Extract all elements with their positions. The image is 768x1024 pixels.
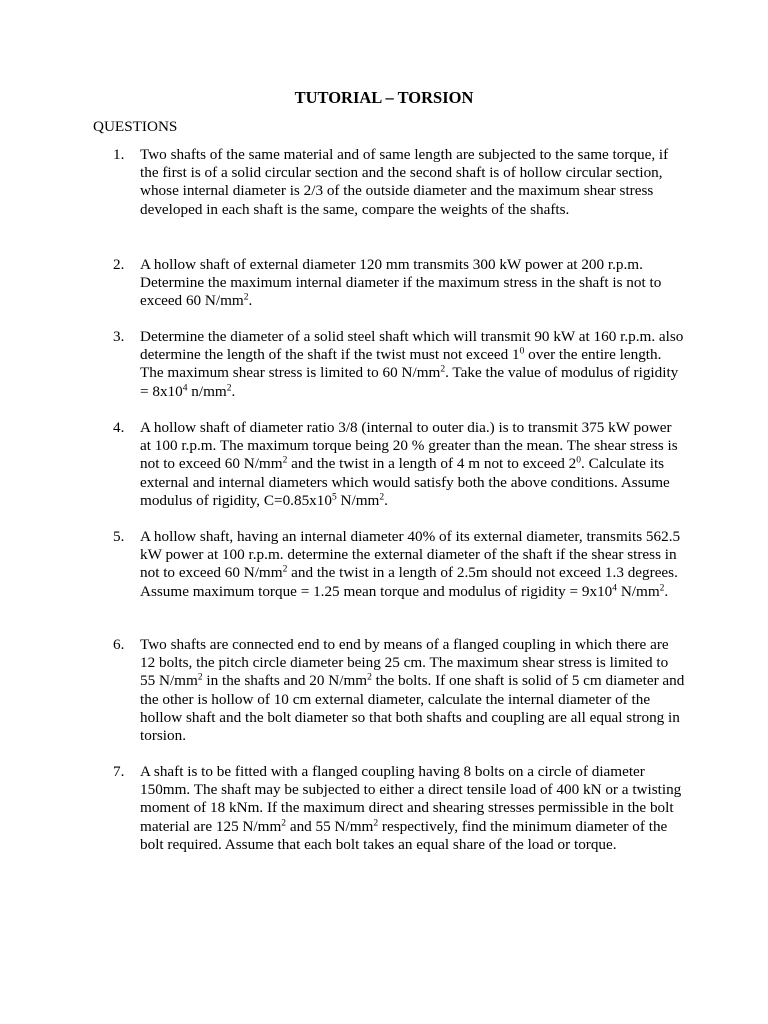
question-number: 3.	[113, 328, 125, 345]
question-number: 6.	[113, 636, 125, 653]
question-4	[113, 419, 685, 510]
page-title: TUTORIAL – TORSION	[294, 88, 474, 107]
question-7	[113, 763, 685, 854]
question-number: 2.	[113, 256, 125, 273]
question-text: A hollow shaft of external diameter 120 mm transmits 300 kW power at 200 r.p.m. Determine the maximum internal diameter if the maximum stress in the shaft is not to exceed 60 $N/mm^2$.	[140, 256, 662, 310]
question-6	[113, 636, 685, 745]
section-label: QUESTIONS	[93, 118, 178, 135]
question-1	[113, 146, 685, 219]
question-text: Two shafts are connected end to end by means of a flanged coupling in which there are 12 bolts, the pitch circle diameter being 25 cm. The maximum shear stress is limited to 55 $N/mm^2$ in the shafts and 20 $N/mm^2$ the bolts. If one shaft is solid of 5 cm diameter and the other is hollow of 10 cm external diameter, calculate the internal diameter of the hollow shaft and the bolt diameter so that both shafts and coupling are all equal strong in torsion.	[140, 636, 685, 745]
question-text: Two shafts of the same material and of same length are subjected to the same torque, if the first is of a solid circular section and the second shaft is of hollow circular section, whose internal diameter is 2/3 of the outside diameter and the maximum shear stress developed in each shaft is the same, compare the weights of the shafts.	[140, 146, 669, 218]
question-number: 1.	[113, 146, 125, 163]
question-number: 7.	[113, 763, 125, 780]
question-text: A shaft is to be fitted with a flanged coupling having 8 bolts on a circle of diameter 150mm. The shaft may be subjected to either a direct tensile load of 400 kN or a twisting moment of 18 kNm. If the maximum direct and shearing stresses permissible in the bolt material are 125 $N/mm^2$ and 55 $N/mm^2$ respectively, find the minimum diameter of the bolt required. Assume that each bolt takes an equal share of the load or torque.	[140, 763, 682, 853]
question-5	[113, 528, 685, 601]
question-number: 5.	[113, 528, 125, 545]
question-3	[113, 328, 685, 401]
question-2	[113, 256, 685, 311]
question-text: Determine the diameter of a solid steel shaft which will transmit 90 kW at 160 r.p.m. also determine the length of the shaft if the twist must not exceed $1^0$ over the entire length. The maximum shear stress is limited to 60 $N/mm^2$. Take the value of modulus of rigidity = $8x10^4$ $n/mm^2$.	[140, 328, 684, 400]
question-text: A hollow shaft of diameter ratio 3/8 (internal to outer dia.) is to transmit 375 kW power at 100 r.p.m. The maximum torque being 20 % greater than the mean. The shear stress is not to exceed 60 $N/mm^2$ and the twist in a length of 4 m not to exceed $2^0$. Calculate its external and internal diameters which would satisfy both the above conditions. Assume modulus of rigidity, $C=0.85x10^5$ $N/mm^2$.	[140, 419, 678, 509]
question-number: 4.	[113, 419, 125, 436]
question-text: A hollow shaft, having an internal diameter 40% of its external diameter, transmits 562.5 kW power at 100 r.p.m. determine the external diameter of the shaft if the shear stress in not to exceed 60 $N/mm^2$ and the twist in a length of 2.5m should not exceed 1.3 degrees. Assume maximum torque = 1.25 mean torque and modulus of rigidity = $9x10^4$ $N/mm^2$.	[140, 528, 681, 600]
